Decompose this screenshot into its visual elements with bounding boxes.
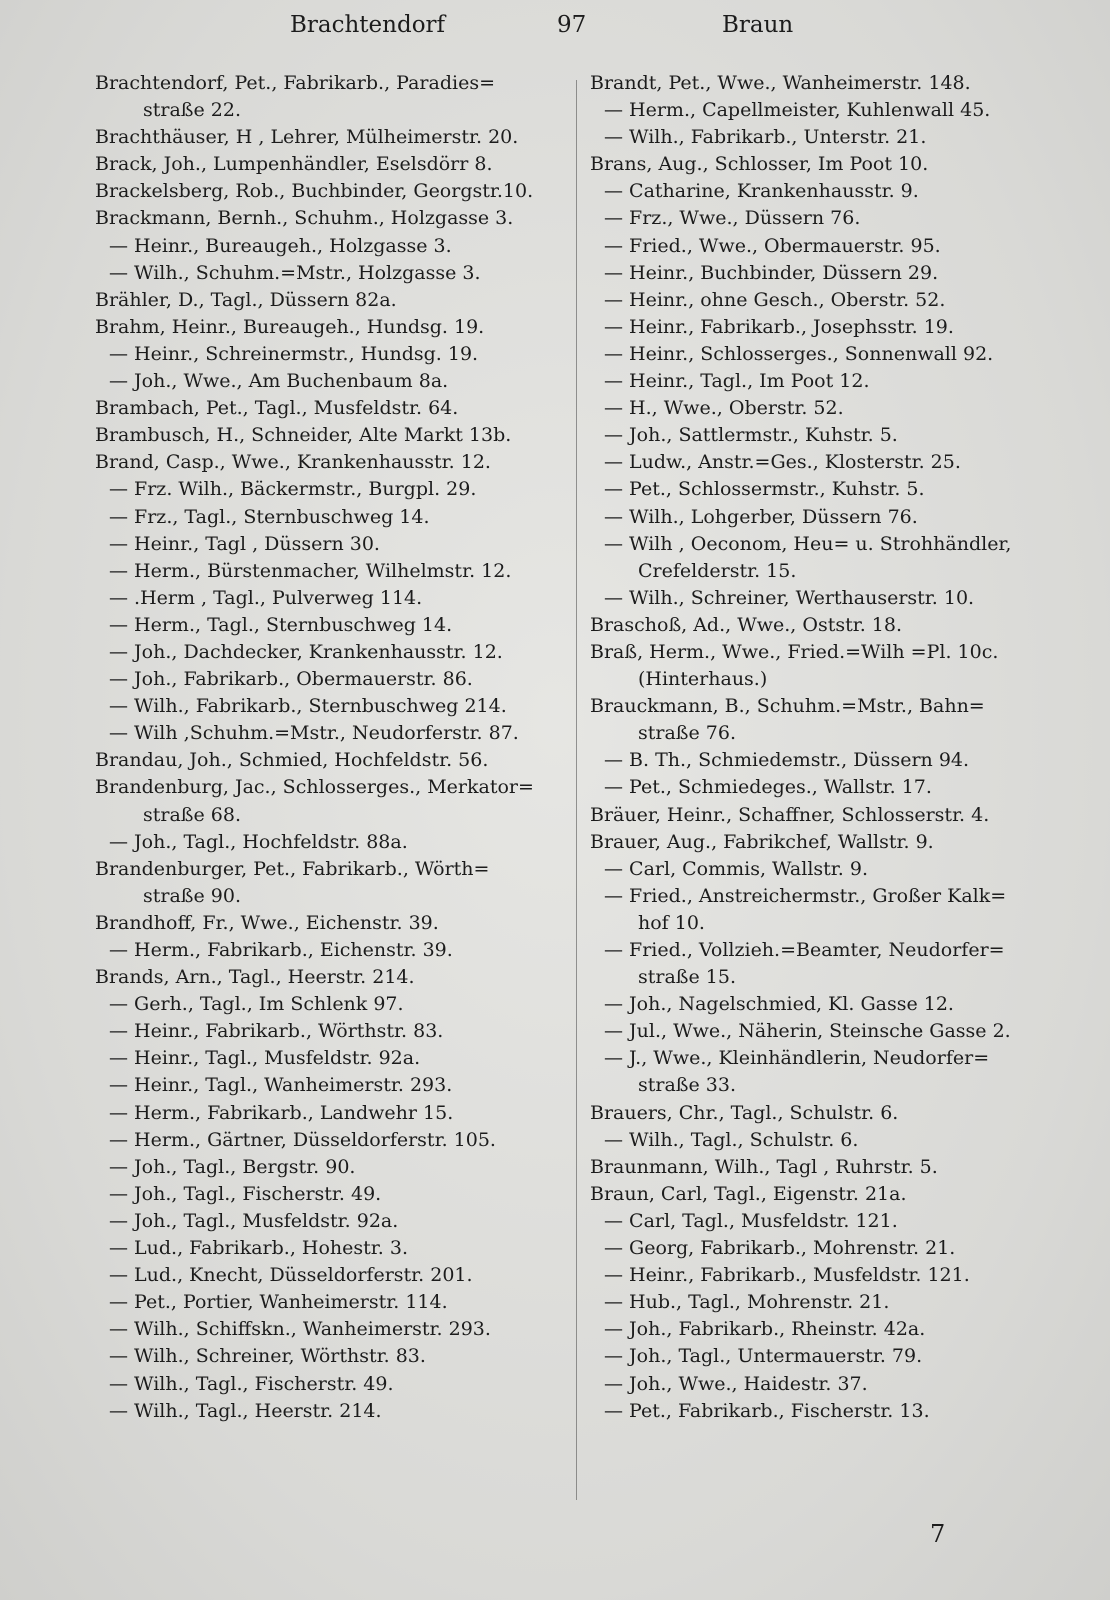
entry-continuation: straße 22. (143, 99, 241, 122)
directory-entry: — Herm., Capellmeister, Kuhlenwall 45. (604, 99, 991, 122)
directory-entry: — Pet., Schmiedeges., Wallstr. 17. (604, 776, 932, 799)
directory-entry: — Heinr., Fabrikarb., Musfeldstr. 121. (604, 1264, 970, 1287)
directory-entry: — Frz. Wilh., Bäckermstr., Burgpl. 29. (109, 478, 477, 501)
directory-entry: — H., Wwe., Oberstr. 52. (604, 397, 844, 420)
directory-entry: — Herm., Gärtner, Düsseldorferstr. 105. (109, 1128, 496, 1151)
directory-entry: — Joh., Dachdecker, Krankenhausstr. 12. (109, 640, 503, 663)
directory-entry: — Catharine, Krankenhausstr. 9. (604, 180, 919, 203)
directory-entry: — Heinr., Fabrikarb., Wörthstr. 83. (109, 1020, 444, 1043)
directory-entry: Brans, Aug., Schlosser, Im Poot 10. (590, 153, 929, 176)
page-number: 97 (557, 12, 587, 38)
directory-entry: Brandhoff, Fr., Wwe., Eichenstr. 39. (95, 911, 439, 934)
directory-entry: Braschoß, Ad., Wwe., Oststr. 18. (590, 613, 903, 636)
directory-entry: — Wilh., Tagl., Heerstr. 214. (109, 1399, 382, 1422)
directory-entry: — Heinr., Schreinermstr., Hundsg. 19. (109, 342, 479, 365)
directory-entry: — Heinr., Tagl., Wanheimerstr. 293. (109, 1074, 453, 1097)
directory-entry: — B. Th., Schmiedemstr., Düssern 94. (604, 749, 970, 772)
signature-mark: 7 (930, 1520, 946, 1548)
directory-entry: — Lud., Fabrikarb., Hohestr. 3. (109, 1237, 408, 1260)
directory-entry: — Pet., Portier, Wanheimerstr. 114. (109, 1291, 448, 1314)
directory-entry: — Wilh., Tagl., Fischerstr. 49. (109, 1372, 394, 1395)
directory-entry: Brands, Arn., Tagl., Heerstr. 214. (95, 966, 415, 989)
directory-entry: Brandt, Pet., Wwe., Wanheimerstr. 148. (590, 72, 971, 94)
entry-continuation: hof 10. (638, 911, 705, 934)
directory-entry: — Frz., Wwe., Düssern 76. (604, 207, 861, 230)
directory-entry: — Joh., Wwe., Am Buchenbaum 8a. (109, 370, 449, 393)
directory-entry: — Fried., Anstreichermstr., Großer Kalk= (604, 884, 1007, 907)
directory-entry: Braun, Carl, Tagl., Eigenstr. 21a. (590, 1182, 907, 1205)
directory-entry: — Jul., Wwe., Näherin, Steinsche Gasse 2. (604, 1020, 1011, 1043)
entry-continuation: Crefelderstr. 15. (638, 559, 797, 582)
page-header (0, 8, 1110, 42)
directory-entry: — Pet., Schlossermstr., Kuhstr. 5. (604, 478, 925, 501)
column-divider (576, 80, 577, 1500)
header-last-entry: Braun (722, 12, 794, 38)
directory-entry: Braß, Herm., Wwe., Fried.=Wilh =Pl. 10c. (590, 640, 999, 663)
directory-entry: — Pet., Fabrikarb., Fischerstr. 13. (604, 1399, 930, 1422)
directory-entry: — Carl, Tagl., Musfeldstr. 121. (604, 1209, 898, 1232)
directory-entry: — Joh., Tagl., Untermauerstr. 79. (604, 1345, 923, 1368)
directory-entry: — Wilh , Oeconom, Heu= u. Strohhändler, (604, 532, 1012, 555)
directory-entry: Brandenburg, Jac., Schlosserges., Merkator= (95, 776, 534, 799)
entry-continuation: straße 68. (143, 803, 241, 826)
directory-entry: Brambach, Pet., Tagl., Musfeldstr. 64. (95, 397, 459, 420)
directory-entry: — Hub., Tagl., Mohrenstr. 21. (604, 1291, 890, 1314)
directory-entry: — Herm., Fabrikarb., Eichenstr. 39. (109, 939, 453, 961)
entry-continuation: straße 33. (638, 1074, 736, 1097)
directory-entry: — Wilh ,Schuhm.=Mstr., Neudorferstr. 87. (109, 722, 519, 745)
directory-entry: Brachthäuser, H , Lehrer, Mülheimerstr. 20. (95, 126, 519, 149)
directory-entry: — .Herm , Tagl., Pulverweg 114. (109, 586, 423, 609)
directory-entry: Brauckmann, B., Schuhm.=Mstr., Bahn= (590, 695, 985, 718)
directory-entry: Brandenburger, Pet., Fabrikarb., Wörth= (95, 857, 490, 880)
directory-entry: — Herm., Bürstenmacher, Wilhelmstr. 12. (109, 559, 512, 582)
directory-entry: — Joh., Tagl., Bergstr. 90. (109, 1155, 356, 1178)
directory-entry: — Fried., Wwe., Obermauerstr. 95. (604, 234, 941, 257)
directory-entry: Bräuer, Heinr., Schaffner, Schlosserstr. 4. (590, 803, 990, 826)
directory-entry: Braunmann, Wilh., Tagl , Ruhrstr. 5. (590, 1155, 938, 1178)
directory-entry: — Joh., Tagl., Fischerstr. 49. (109, 1182, 382, 1205)
directory-entry: Brahm, Heinr., Bureaugeh., Hundsg. 19. (95, 315, 485, 338)
directory-entry: Brachtendorf, Pet., Fabrikarb., Paradies= (95, 72, 495, 94)
directory-entry: — Wilh., Schuhm.=Mstr., Holzgasse 3. (109, 261, 481, 284)
entry-continuation: (Hinterhaus.) (638, 668, 768, 691)
directory-entry: — Joh., Sattlermstr., Kuhstr. 5. (604, 424, 898, 447)
right-column (590, 70, 1070, 1425)
directory-entry: Brand, Casp., Wwe., Krankenhausstr. 12. (95, 451, 491, 474)
directory-entry: — Heinr., Tagl , Düssern 30. (109, 532, 380, 555)
entry-continuation: straße 15. (638, 966, 736, 989)
directory-entry: — Gerh., Tagl., Im Schlenk 97. (109, 993, 404, 1016)
entry-continuation: straße 90. (143, 884, 241, 907)
directory-entry: — Ludw., Anstr.=Ges., Klosterstr. 25. (604, 451, 961, 474)
directory-entry: — Heinr., Fabrikarb., Josephsstr. 19. (604, 315, 954, 338)
directory-entry: — Heinr., Buchbinder, Düssern 29. (604, 261, 939, 284)
directory-entry: — Fried., Vollzieh.=Beamter, Neudorfer= (604, 939, 1005, 961)
directory-entry: — Wilh., Schiffskn., Wanheimerstr. 293. (109, 1318, 491, 1341)
directory-entry: Brambusch, H., Schneider, Alte Markt 13b. (95, 424, 512, 447)
entry-continuation: straße 76. (638, 722, 736, 745)
directory-entry: — Heinr., Bureaugeh., Holzgasse 3. (109, 234, 452, 257)
directory-entry: — Joh., Tagl., Musfeldstr. 92a. (109, 1209, 399, 1232)
directory-entry: — Joh., Nagelschmied, Kl. Gasse 12. (604, 993, 954, 1016)
directory-entry: — Heinr., ohne Gesch., Oberstr. 52. (604, 288, 946, 311)
directory-entry: — Joh., Wwe., Haidestr. 37. (604, 1372, 868, 1395)
directory-entry: Brack, Joh., Lumpenhändler, Eselsdörr 8. (95, 153, 493, 176)
directory-entry: — Lud., Knecht, Düsseldorferstr. 201. (109, 1264, 473, 1287)
directory-entry: — Wilh., Lohgerber, Düssern 76. (604, 505, 918, 528)
directory-entry: — Frz., Tagl., Sternbuschweg 14. (109, 505, 430, 528)
directory-entry: — Carl, Commis, Wallstr. 9. (604, 857, 869, 880)
header-first-entry: Brachtendorf (290, 12, 446, 38)
directory-entry: — Joh., Fabrikarb., Obermauerstr. 86. (109, 668, 473, 691)
directory-entry: Brackmann, Bernh., Schuhm., Holzgasse 3. (95, 207, 514, 230)
directory-entry: — J., Wwe., Kleinhändlerin, Neudorfer= (604, 1047, 990, 1070)
directory-entry: — Herm., Tagl., Sternbuschweg 14. (109, 613, 453, 636)
directory-entry: — Wilh., Tagl., Schulstr. 6. (604, 1128, 859, 1151)
directory-entry: Brackelsberg, Rob., Buchbinder, Georgstr.10. (95, 180, 534, 203)
directory-entry: Brauer, Aug., Fabrikchef, Wallstr. 9. (590, 830, 934, 853)
directory-entry: — Wilh., Schreiner, Wörthstr. 83. (109, 1345, 426, 1368)
directory-entry: — Wilh., Fabrikarb., Sternbuschweg 214. (109, 695, 507, 718)
directory-entry: — Joh., Tagl., Hochfeldstr. 88a. (109, 830, 408, 853)
directory-entry: Brauers, Chr., Tagl., Schulstr. 6. (590, 1101, 899, 1124)
left-column (95, 70, 565, 1425)
directory-entry: Brandau, Joh., Schmied, Hochfeldstr. 56. (95, 749, 489, 772)
directory-entry: — Wilh., Fabrikarb., Unterstr. 21. (604, 126, 927, 149)
directory-entry: — Heinr., Tagl., Im Poot 12. (604, 370, 870, 393)
directory-entry: — Wilh., Schreiner, Werthauserstr. 10. (604, 586, 975, 609)
directory-entry: — Georg, Fabrikarb., Mohrenstr. 21. (604, 1237, 956, 1260)
directory-entry: — Herm., Fabrikarb., Landwehr 15. (109, 1101, 454, 1124)
directory-entry: Brähler, D., Tagl., Düssern 82a. (95, 288, 397, 311)
directory-entry: — Heinr., Tagl., Musfeldstr. 92a. (109, 1047, 421, 1070)
directory-entry: — Heinr., Schlosserges., Sonnenwall 92. (604, 342, 994, 365)
directory-entry: — Joh., Fabrikarb., Rheinstr. 42a. (604, 1318, 926, 1341)
